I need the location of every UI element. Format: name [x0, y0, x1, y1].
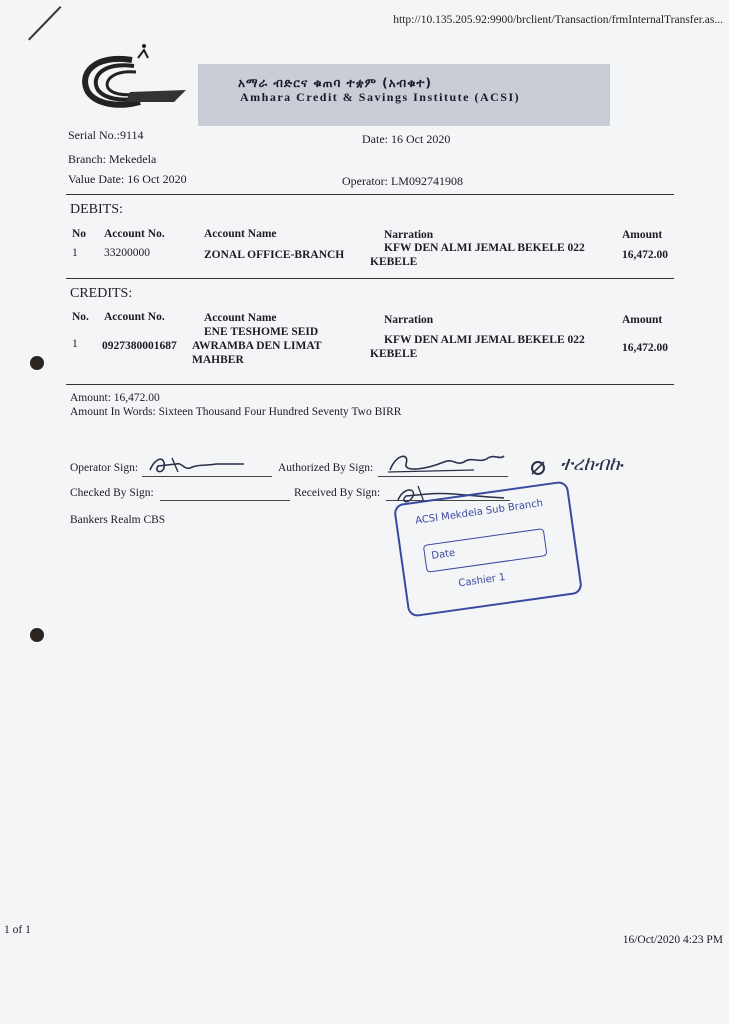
credit-col-no: No.	[72, 311, 89, 323]
punch-hole	[30, 356, 44, 370]
debits-title: DEBITS:	[70, 202, 123, 217]
institution-name-amharic: አማራ ብድርና ቁጠባ ተቋም (አብቁተ)	[238, 76, 432, 90]
amount-in-words: Amount In Words: Sixteen Thousand Four Hundred Seventy Two BIRR	[70, 406, 402, 418]
print-timestamp: 16/Oct/2020 4:23 PM	[622, 934, 723, 946]
punch-hole	[30, 628, 44, 642]
institution-name-english: Amhara Credit & Savings Institute (ACSI)	[240, 90, 521, 104]
page-count: 1 of 1	[4, 924, 31, 936]
pen-mark	[28, 6, 61, 40]
debit-col-no: No	[72, 228, 87, 240]
credit-narration-line1: KFW DEN ALMI JEMAL BEKELE 022	[384, 334, 585, 346]
handwritten-note: ተረከብኩ	[560, 453, 623, 475]
credit-col-amount: Amount	[622, 314, 663, 326]
debit-col-account-name: Account Name	[204, 228, 277, 240]
total-amount: Amount: 16,472.00	[70, 392, 160, 404]
stamp-date-box	[423, 528, 548, 573]
received-sign-label: Received By Sign:	[294, 487, 381, 499]
stamp-line3: Cashier 1	[457, 571, 507, 590]
transaction-date: Date: 16 Oct 2020	[362, 132, 451, 146]
institution-banner	[198, 64, 610, 126]
authorized-signature	[384, 448, 514, 478]
credits-title: CREDITS:	[70, 286, 133, 301]
operator-sign-label: Operator Sign:	[70, 462, 139, 474]
credit-amount: 16,472.00	[622, 342, 668, 354]
serial-number: Serial No.:9114	[68, 128, 144, 142]
stamp-line2: Date	[430, 547, 456, 562]
checkmark-scribble	[528, 458, 548, 478]
branch: Branch: Mekedela	[68, 152, 157, 166]
debit-col-narration: Narration	[384, 229, 434, 241]
debit-amount: 16,472.00	[622, 249, 668, 261]
credit-account-no: 0927380001687	[102, 340, 177, 352]
operator-id: Operator: LM092741908	[342, 174, 463, 188]
credit-account-name-line1: ENE TESHOME SEID	[204, 326, 319, 338]
authorized-sign-label: Authorized By Sign:	[278, 462, 374, 474]
credit-col-account-no: Account No.	[104, 311, 165, 323]
divider	[66, 278, 674, 279]
credit-row-no: 1	[72, 338, 78, 350]
page-url: http://10.135.205.92:9900/brclient/Transaction/frmInternalTransfer.as...	[393, 14, 723, 26]
debit-narration-line2: KEBELE	[370, 256, 418, 268]
debit-col-account-no: Account No.	[104, 228, 165, 240]
debit-narration-line1: KFW DEN ALMI JEMAL BEKELE 022	[384, 242, 585, 254]
divider	[66, 384, 674, 385]
credit-col-narration: Narration	[384, 314, 434, 326]
acsi-logo	[74, 40, 194, 112]
value-date: Value Date: 16 Oct 2020	[68, 172, 187, 186]
divider	[66, 194, 674, 195]
checked-sign-label: Checked By Sign:	[70, 487, 154, 499]
branch-stamp	[393, 480, 583, 617]
credit-account-name-line3: MAHBER	[192, 354, 244, 366]
debit-col-amount: Amount	[622, 229, 663, 241]
debit-row-no: 1	[72, 247, 78, 259]
system-name: Bankers Realm CBS	[70, 514, 166, 526]
credit-narration-line2: KEBELE	[370, 348, 418, 360]
credit-account-name-line2: AWRAMBA DEN LIMAT	[192, 340, 322, 352]
operator-signature	[146, 452, 246, 478]
stamp-line1: ACSI Mekdela Sub Branch	[414, 497, 544, 527]
checked-sign-line	[160, 500, 290, 501]
debit-account-name: ZONAL OFFICE-BRANCH	[204, 249, 345, 261]
debit-account-no: 33200000	[104, 247, 150, 259]
credit-col-account-name: Account Name	[204, 312, 277, 324]
